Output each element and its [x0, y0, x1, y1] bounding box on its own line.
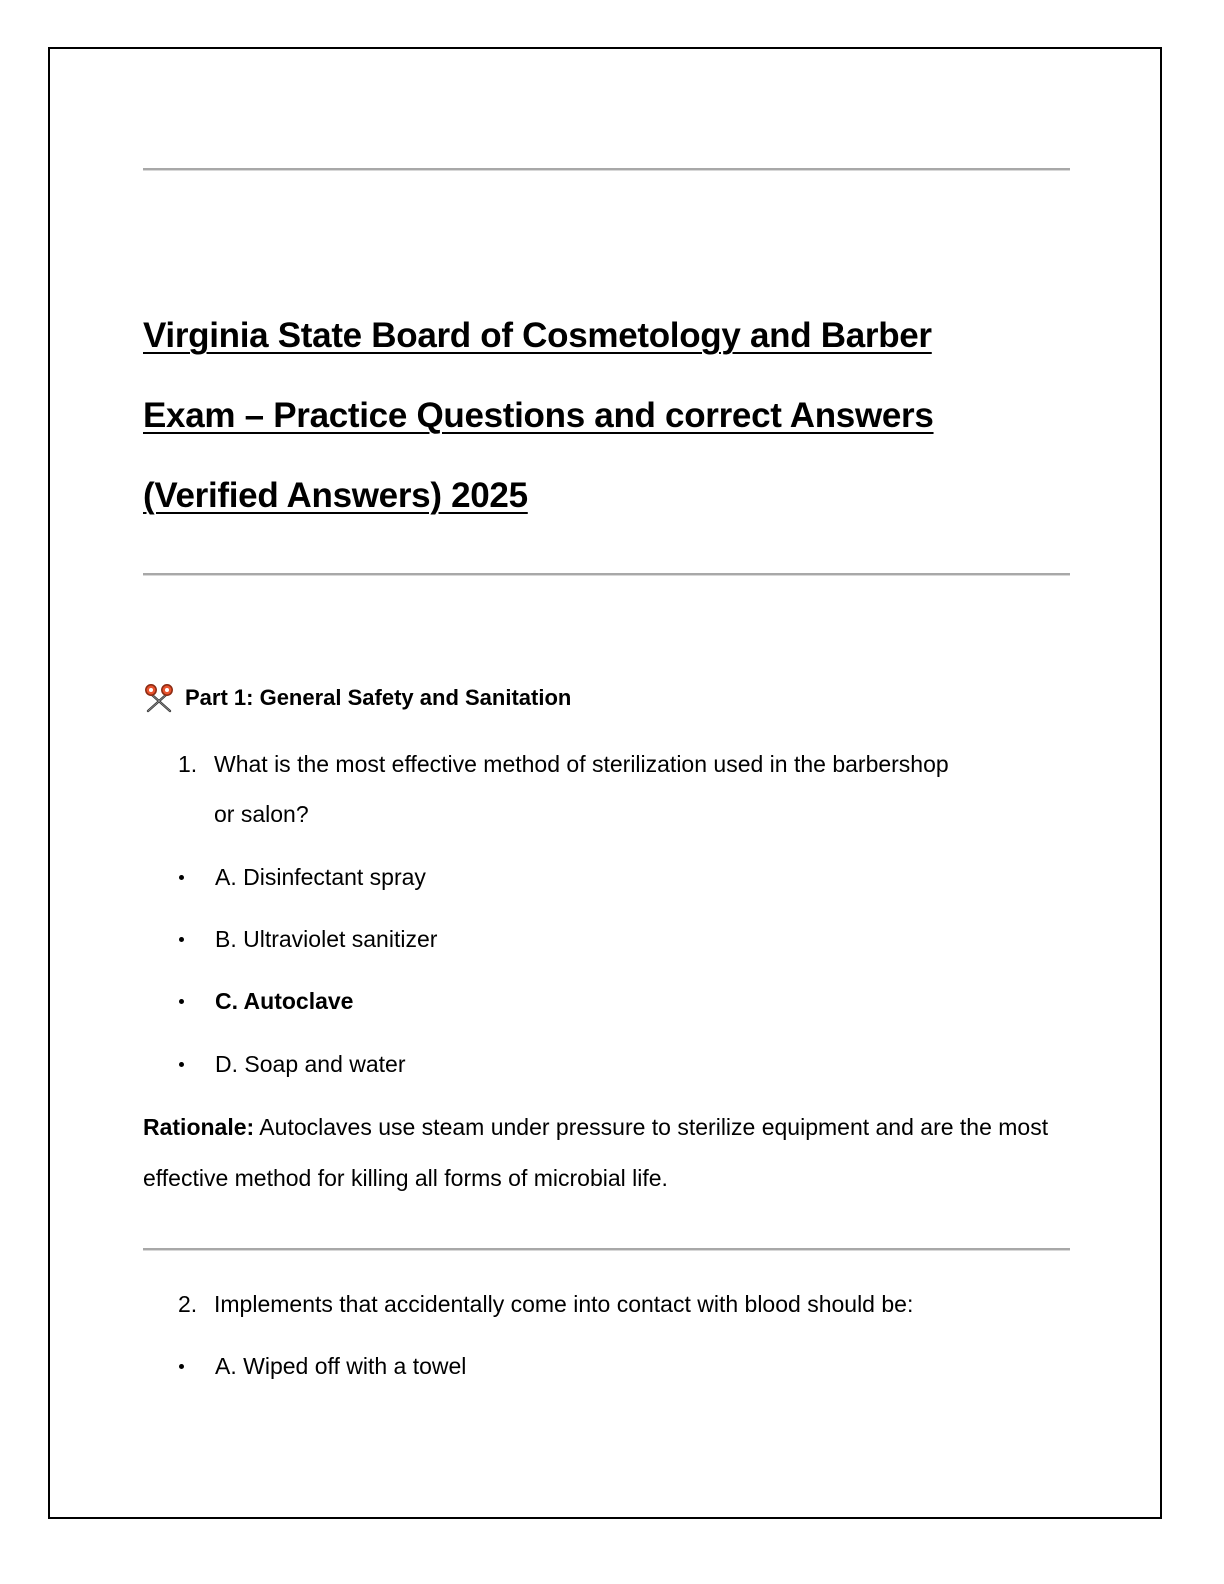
question-1 [178, 739, 1058, 839]
option-b [178, 921, 437, 957]
section-heading-text: Part 1: General Safety and Sanitation [185, 685, 572, 710]
option-label: A. Wiped off with a towel [215, 1352, 467, 1379]
option-label: B. Ultraviolet sanitizer [215, 925, 438, 952]
title-line-1: Virginia State Board of Cosmetology and Barber [143, 316, 932, 355]
question-number: 2. [178, 1291, 198, 1317]
question-2 [178, 1279, 1058, 1329]
bullet-icon [179, 1364, 184, 1369]
question-text-line-1: Implements that accidentally come into contact with blood should be: [214, 1291, 914, 1317]
option-d [178, 1046, 406, 1082]
bullet-icon [179, 999, 184, 1004]
bullet-icon [179, 1062, 184, 1067]
rationale-text: Autoclaves use steam under pressure to sterilize equipment and are the most effective method for killing all forms of microbial life. [143, 1114, 1049, 1191]
option-a [178, 1348, 466, 1384]
title-line-2: Exam – Practice Questions and correct Answers [143, 396, 934, 435]
question-text-line-1: What is the most effective method of sterilization used in the barbershop [214, 751, 949, 777]
document-title [143, 296, 1083, 536]
option-c-correct [178, 983, 353, 1019]
divider-after-title [143, 573, 1070, 575]
divider-top [143, 168, 1070, 170]
rationale-label: Rationale: [143, 1114, 255, 1140]
bullet-icon [179, 937, 184, 942]
option-label: C. Autoclave [215, 987, 354, 1014]
rationale [143, 1102, 1073, 1204]
scissors-icon [143, 682, 175, 714]
bullet-icon [179, 875, 184, 880]
title-line-3: (Verified Answers) 2025 [143, 476, 528, 515]
option-label: D. Soap and water [215, 1050, 406, 1077]
question-text-line-2: or salon? [214, 801, 309, 827]
section-heading [143, 680, 571, 716]
option-label: A. Disinfectant spray [215, 863, 426, 890]
divider-after-question-1 [143, 1248, 1070, 1250]
question-number: 1. [178, 751, 198, 777]
option-a [178, 859, 426, 895]
